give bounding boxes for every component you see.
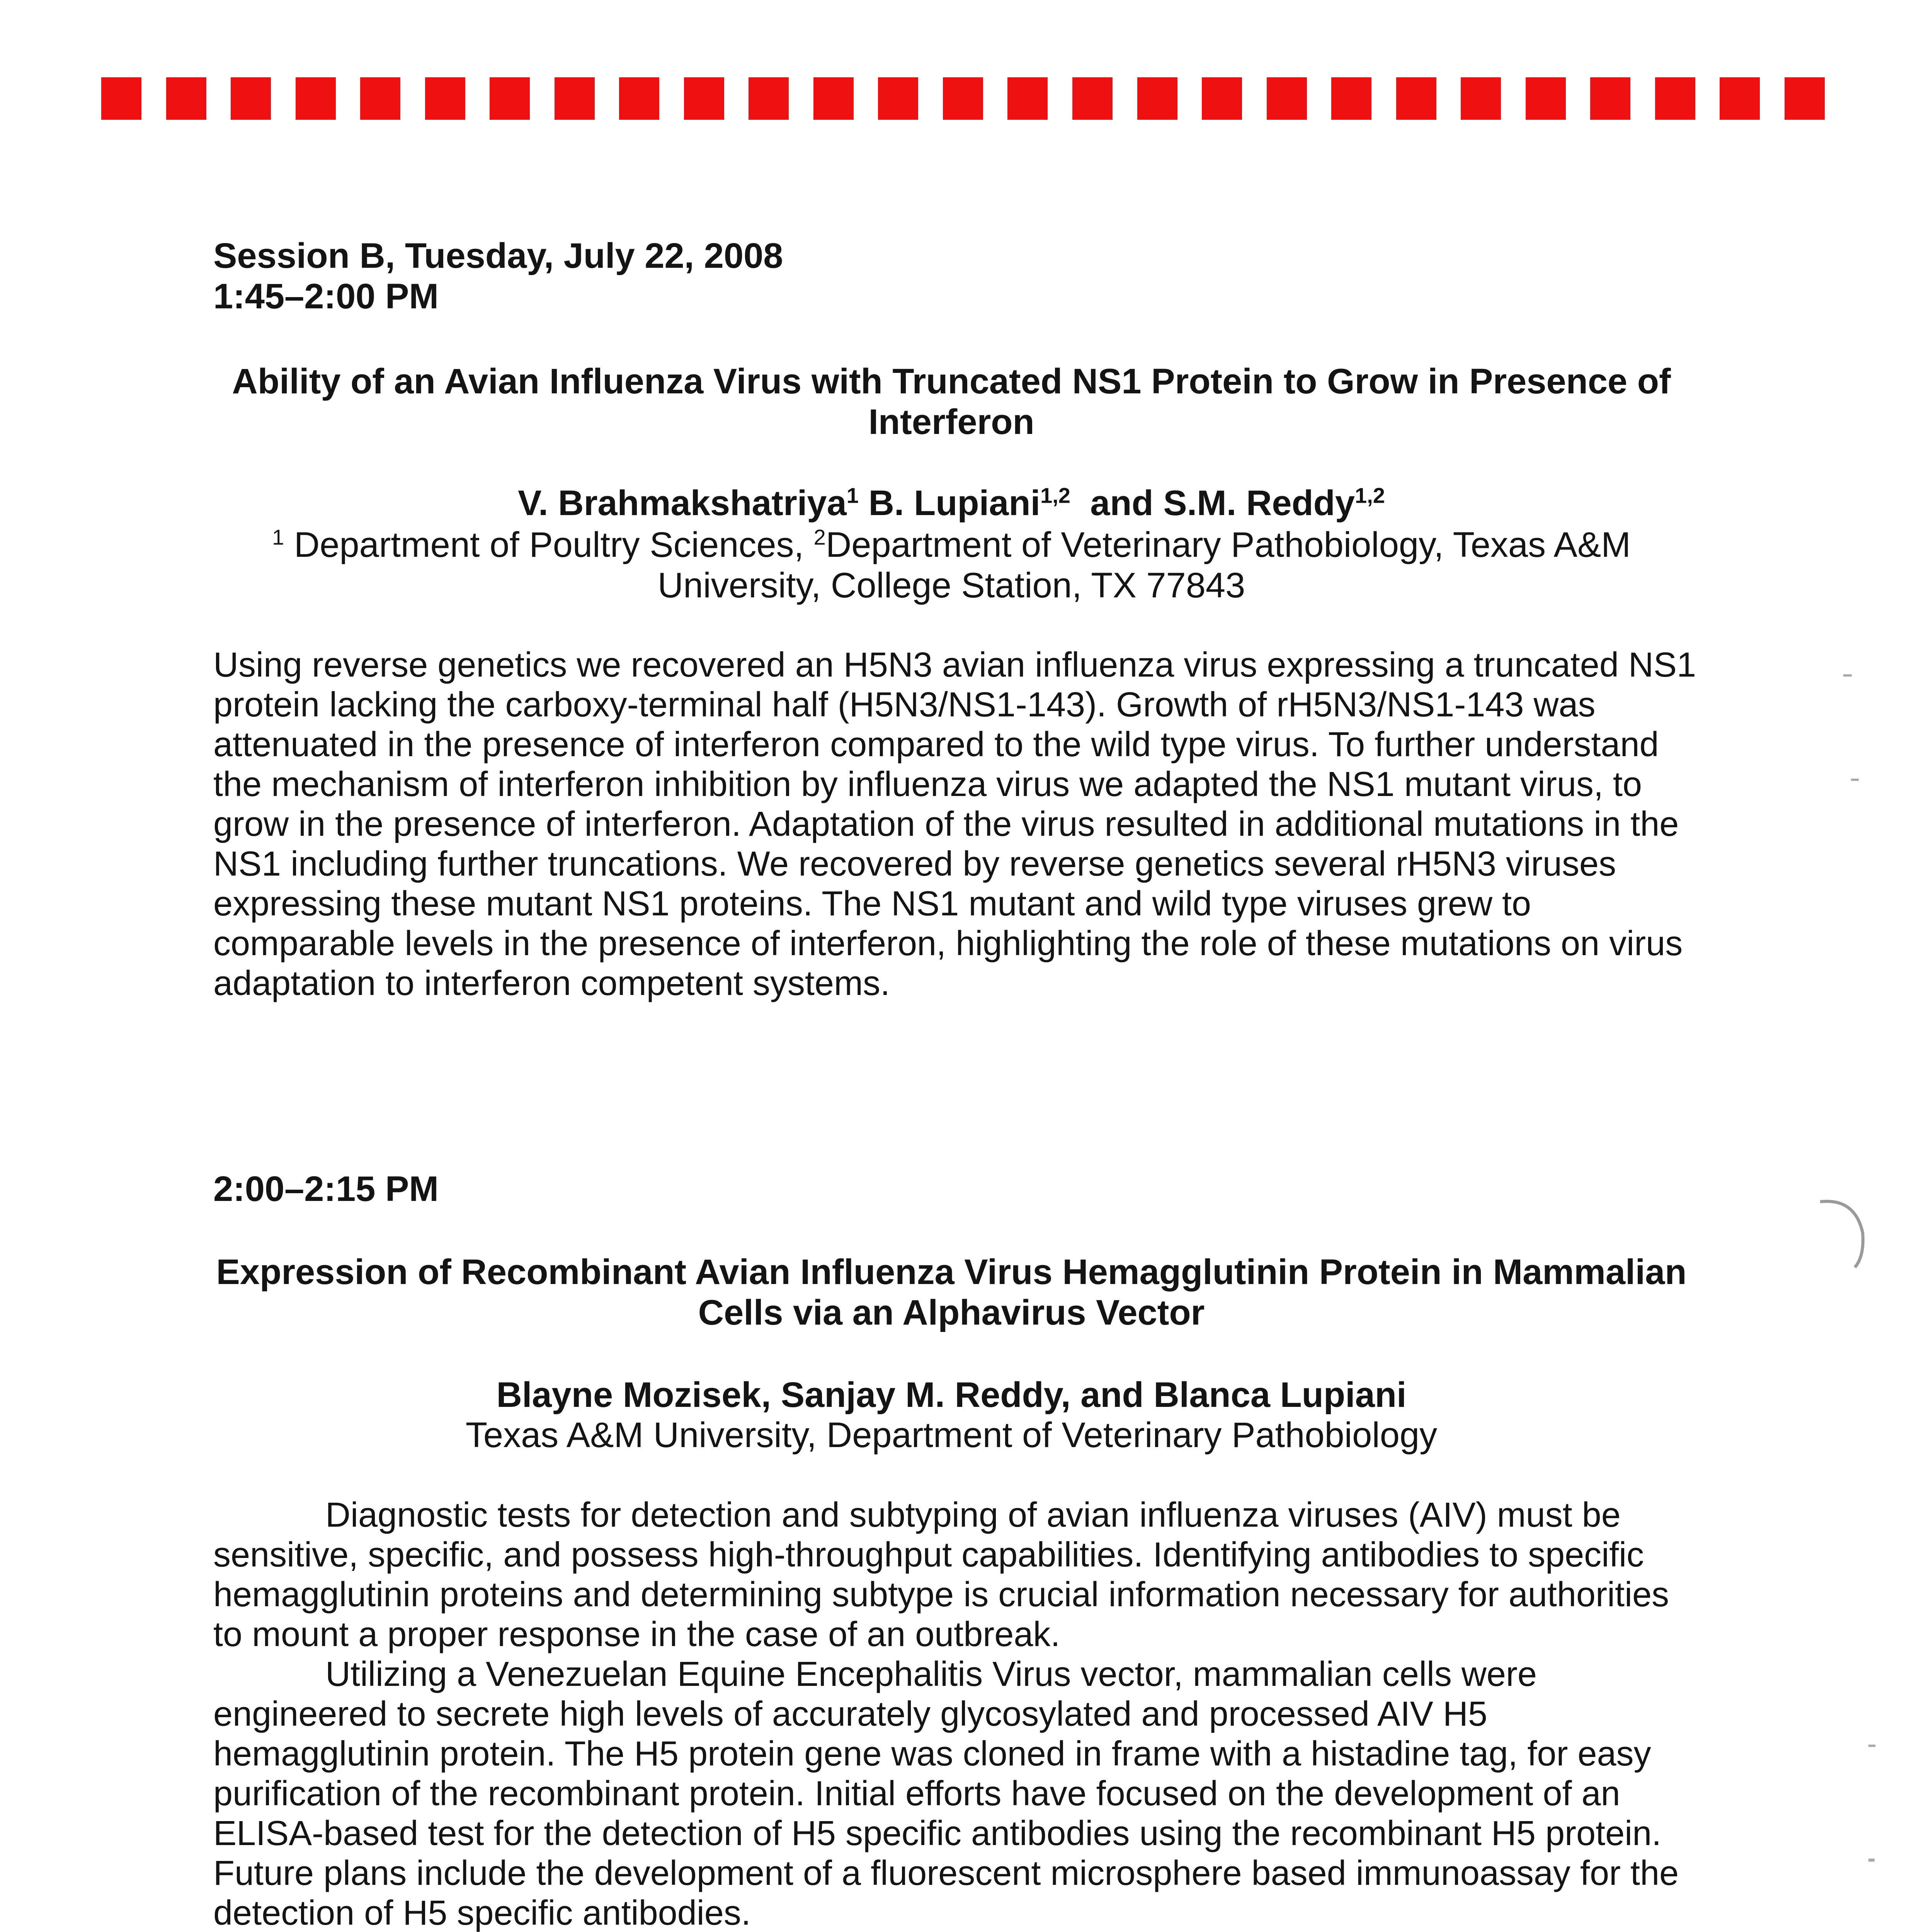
abstract1-authors (213, 483, 1690, 524)
red-block (1461, 77, 1501, 120)
red-block (1590, 77, 1630, 120)
author-sup: 1,2 (1355, 483, 1385, 508)
red-block (296, 77, 336, 120)
red-block (684, 77, 724, 120)
scan-speck (1868, 1859, 1875, 1862)
red-block (231, 77, 271, 120)
hole-shadow-mark (1816, 1190, 1878, 1275)
affil-sup: 1 (272, 525, 284, 549)
red-block (1137, 77, 1177, 120)
red-block (1331, 77, 1371, 120)
red-block (1526, 77, 1566, 120)
red-block (1785, 77, 1825, 120)
red-block (166, 77, 206, 120)
abstract2-body (213, 1495, 1705, 1932)
affil-dept2: Department of Veterinary Pathobiology, Texas A&M University, College Station, TX 77843 (657, 525, 1631, 605)
scan-speck (1868, 1745, 1875, 1747)
affil-dept1: Department of Poultry Sciences, (294, 525, 804, 565)
red-block (1267, 77, 1307, 120)
red-block (619, 77, 659, 120)
abstract2-authors: Blayne Mozisek, Sanjay M. Reddy, and Blanca Lupiani (496, 1375, 1407, 1415)
red-block (425, 77, 465, 120)
red-block (101, 77, 141, 120)
scan-speck (1843, 674, 1852, 677)
red-block (1396, 77, 1436, 120)
abstract1-title: Ability of an Avian Influenza Virus with Truncated NS1 Protein to Grow in Presence of Interferon (232, 362, 1671, 442)
decorative-red-border (101, 77, 1825, 120)
red-block (360, 77, 400, 120)
session-date: Session B, Tuesday, July 22, 2008 (213, 236, 783, 276)
author-name: and S.M. Reddy (1090, 483, 1355, 523)
red-block (943, 77, 983, 120)
red-block (878, 77, 918, 120)
session-time: 1:45–2:00 PM (213, 277, 439, 316)
session-header (213, 236, 1690, 317)
red-block (1655, 77, 1695, 120)
red-block (555, 77, 595, 120)
red-block (749, 77, 789, 120)
abstract2-title: Expression of Recombinant Avian Influenza Virus Hemagglutinin Protein in Mammalian Cells via an Alphavirus Vector (216, 1252, 1687, 1332)
author-name: B. Lupiani (868, 483, 1041, 523)
abstract2-time: 2:00–2:15 PM (213, 1169, 439, 1209)
scan-speck (1851, 779, 1859, 781)
red-block (490, 77, 530, 120)
red-block (1202, 77, 1242, 120)
abstract2-paragraph-2: Utilizing a Venezuelan Equine Encephalitis Virus vector, mammalian cells were engineered to secrete high levels of accurately glycosylated and processed AIV H5 hemagglutinin protein. The H5 protein gene was cloned in frame with a histadine tag, for easy purification of the recombinant protein. Initial efforts have focused on the development of an ELISA-based test for the detection of H5 specific antibodies using the recombinant H5 protein. Future plans include the development of a fluorescent microsphere based immunoassay for the detection of H5 specific antibodies. (213, 1655, 1679, 1932)
abstract2-paragraph-1: Diagnostic tests for detection and subtyping of avian influenza viruses (AIV) must be sensitive, specific, and possess high-throughput capabilities. Identifying antibodies to specific hemagglutinin proteins and determining subtype is crucial information necessary for authorities to mount a proper response in the case of an outbreak. (213, 1496, 1669, 1654)
abstract1-affiliation (213, 525, 1690, 606)
red-block (1007, 77, 1048, 120)
abstract2-affiliation: Texas A&M University, Department of Veterinary Pathobiology (465, 1415, 1438, 1455)
red-block (813, 77, 854, 120)
affil-sup: 2 (813, 525, 826, 549)
abstract1-body: Using reverse genetics we recovered an H5N3 avian influenza virus expressing a truncated NS1 protein lacking the carboxy-terminal half (H5N3/NS1-143). Growth of rH5N3/NS1-143 was attenuated in the presence of interferon compared to the wild type virus. To further understand the mechanism of interferon inhibition by influenza virus we adapted the NS1 mutant virus, to grow in the presence of interferon. Adaptation of the virus resulted in additional mutations in the NS1 including further truncations. We recovered by reverse genetics several rH5N3 viruses expressing these mutant NS1 proteins. The NS1 mutant and wild type viruses grew to comparable levels in the presence of interferon, highlighting the role of these mutations on virus adaptation to interferon competent systems. (213, 646, 1696, 1003)
author-sup: 1 (846, 483, 859, 508)
red-block (1720, 77, 1760, 120)
author-sup: 1,2 (1040, 483, 1070, 508)
author-name: V. Brahmakshatriya (518, 483, 847, 523)
red-block (1072, 77, 1113, 120)
